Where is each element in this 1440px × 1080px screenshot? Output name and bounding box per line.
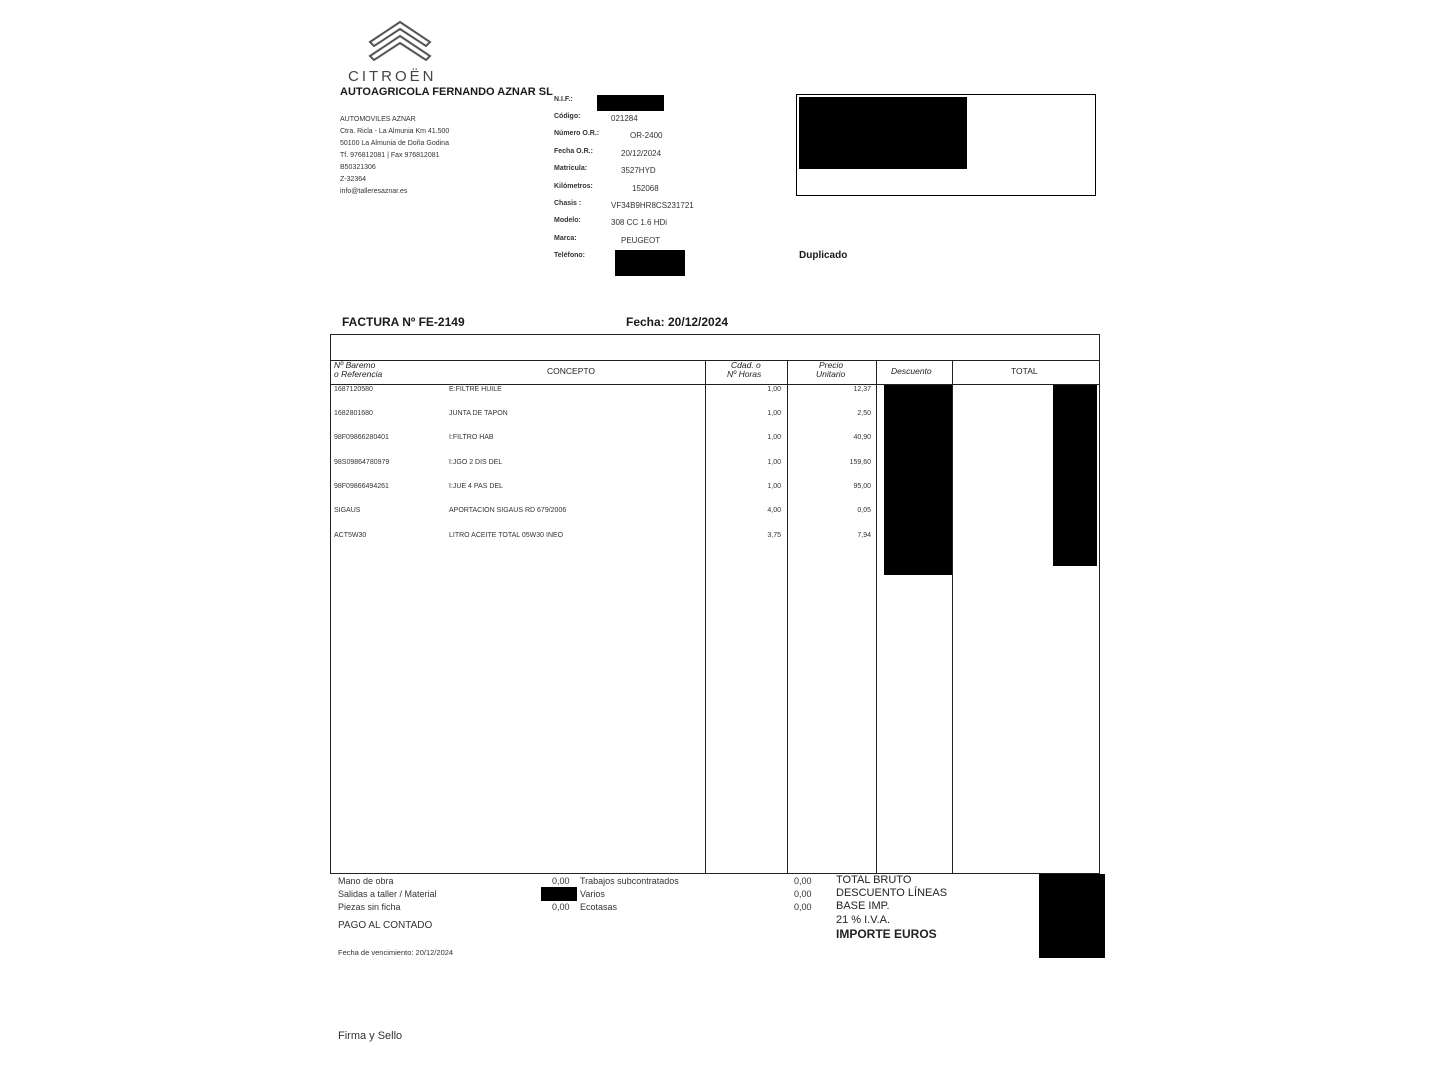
info-value: 3527HYD: [621, 166, 656, 175]
info-value: PEUGEOT: [621, 236, 661, 245]
footer-labor-value: 0,00: [552, 876, 570, 886]
footer-subcontract-label: Trabajos subcontratados: [580, 876, 679, 886]
cell-ref: ACT5W30: [334, 532, 367, 539]
cell-qty: 1,00: [767, 483, 781, 490]
brand-wordmark: CITROËN: [348, 68, 437, 85]
table-row: [331, 532, 1099, 548]
footer-varios-label: Varios: [580, 889, 605, 899]
cell-price: 0,05: [857, 507, 871, 514]
footer-ecotasas-label: Ecotasas: [580, 902, 618, 912]
info-label: Matricula:: [554, 165, 588, 172]
base-imp-label: BASE IMP.: [836, 900, 890, 912]
address-line: Tf. 976812081 | Fax 976812081: [340, 152, 440, 159]
info-value: 021284: [611, 114, 638, 123]
cell-concept: APORTACION SIGAUS RD 679/2006: [449, 507, 567, 514]
table-row: [331, 483, 1099, 499]
info-label: Teléfono:: [554, 252, 585, 259]
footer-labor-label: Mano de obra: [338, 876, 394, 886]
header-price: [816, 361, 845, 379]
info-label: Modelo:: [554, 217, 581, 224]
cell-concept: I:JGO 2 DIS DEL: [449, 459, 503, 466]
address-line: info@talleresaznar.es: [340, 188, 408, 195]
cell-ref: 1687120580: [334, 386, 373, 393]
cell-price: 40,90: [853, 434, 871, 441]
redaction-nif: [597, 95, 664, 111]
cell-price: 159,60: [849, 459, 871, 466]
redaction-total: [1053, 385, 1097, 566]
info-label: N.I.F.:: [554, 96, 573, 103]
header-total: TOTAL: [1011, 366, 1038, 376]
cell-price: 2,50: [857, 410, 871, 417]
redaction-telefono: [615, 250, 685, 276]
redaction-discount: [884, 385, 952, 575]
footer-parts-value: 0,00: [552, 902, 570, 912]
cell-ref: 98S09864780979: [334, 459, 390, 466]
cell-price: 7,94: [857, 532, 871, 539]
redaction-customer: [799, 97, 967, 169]
cell-ref: 1682801680: [334, 410, 373, 417]
invoice-title: FACTURA Nº FE-2149: [342, 315, 465, 329]
header-ref-line: Nº Baremo: [334, 360, 376, 370]
payment-method: PAGO AL CONTADO: [338, 920, 433, 931]
header-qty-line: Nº Horas: [727, 369, 762, 379]
footer-varios-value: 0,00: [794, 889, 812, 899]
header-price-line: Unitario: [816, 369, 846, 379]
info-label: Chasis :: [554, 200, 582, 207]
signature-label: Firma y Sello: [338, 1030, 403, 1042]
cell-concept: JUNTA DE TAPON: [449, 410, 508, 417]
cell-qty: 1,00: [767, 386, 781, 393]
cell-qty: 4,00: [767, 507, 781, 514]
info-value: 308 CC 1.6 HDi: [611, 218, 668, 227]
header-ref-line: o Referencia: [334, 369, 383, 379]
importe-euros-label: IMPORTE EUROS: [836, 927, 937, 941]
cell-price: 12,37: [853, 386, 871, 393]
footer-parts-label: Piezas sin ficha: [338, 902, 401, 912]
header-discount: Descuento: [891, 366, 932, 376]
address-line: Ctra. Ricla - La Almunia Km 41.500: [340, 128, 450, 135]
header-ref: [334, 361, 382, 379]
info-label: Código:: [554, 113, 581, 120]
table-row: [331, 386, 1099, 402]
cell-ref: SIGAUS: [334, 507, 361, 514]
redaction-material: [541, 887, 577, 901]
cell-qty: 1,00: [767, 434, 781, 441]
cell-qty: 1,00: [767, 459, 781, 466]
address-line: 50100 La Almunia de Doña Godina: [340, 140, 449, 147]
cell-qty: 1,00: [767, 410, 781, 417]
info-value: 20/12/2024: [621, 149, 662, 158]
info-label: Fecha O.R.:: [554, 148, 593, 155]
info-label: Número O.R.:: [554, 130, 600, 137]
footer-ecotasas-value: 0,00: [794, 902, 812, 912]
cell-price: 95,00: [853, 483, 871, 490]
footer-material-label: Salidas a taller / Material: [338, 889, 437, 899]
cell-ref: 98F09866280401: [334, 434, 389, 441]
table-row: [331, 507, 1099, 523]
info-value: VF34B9HR8CS231721: [611, 201, 694, 210]
cell-ref: 98F09866494261: [334, 483, 389, 490]
table-divider: [331, 384, 1099, 385]
address-line: Z-32364: [340, 176, 367, 183]
info-label: Kilómetros:: [554, 183, 593, 190]
table-row: [331, 410, 1099, 426]
cell-concept: E:FILTRE HUILE: [449, 386, 502, 393]
table-row: [331, 434, 1099, 450]
table-divider: [331, 360, 1099, 361]
line-items-table: [330, 334, 1100, 874]
header-qty: [727, 361, 761, 379]
cell-concept: I:FILTRO HAB: [449, 434, 494, 441]
address-line: AUTOMOVILES AZNAR: [340, 116, 416, 123]
iva-label: 21 % I.V.A.: [836, 914, 891, 926]
cell-concept: LITRO ACEITE TOTAL 05W30 INEO: [449, 532, 564, 539]
citroen-logo-icon: [360, 14, 440, 69]
redaction-totals: [1039, 874, 1105, 958]
cell-concept: I:JUE 4 PAS DEL: [449, 483, 503, 490]
total-bruto-label: TOTAL BRUTO: [836, 874, 912, 886]
footer-subcontract-value: 0,00: [794, 876, 812, 886]
descuento-lineas-label: DESCUENTO LÍNEAS: [836, 887, 948, 899]
info-label: Marca:: [554, 235, 577, 242]
duplicate-label: Duplicado: [799, 250, 848, 261]
info-value: 152068: [632, 184, 659, 193]
header-qty-line: Cdad. o: [731, 360, 761, 370]
cell-qty: 3,75: [767, 532, 781, 539]
table-row: [331, 459, 1099, 475]
invoice-date: Fecha: 20/12/2024: [626, 315, 729, 329]
header-concept: CONCEPTO: [547, 366, 596, 376]
company-name: AUTOAGRICOLA FERNANDO AZNAR SL: [340, 86, 553, 98]
header-price-line: Precio: [819, 360, 844, 370]
address-line: B50321306: [340, 164, 376, 171]
due-date: Fecha de vencimiento: 20/12/2024: [338, 948, 454, 957]
info-value: OR-2400: [630, 131, 663, 140]
company-address: [340, 114, 449, 198]
